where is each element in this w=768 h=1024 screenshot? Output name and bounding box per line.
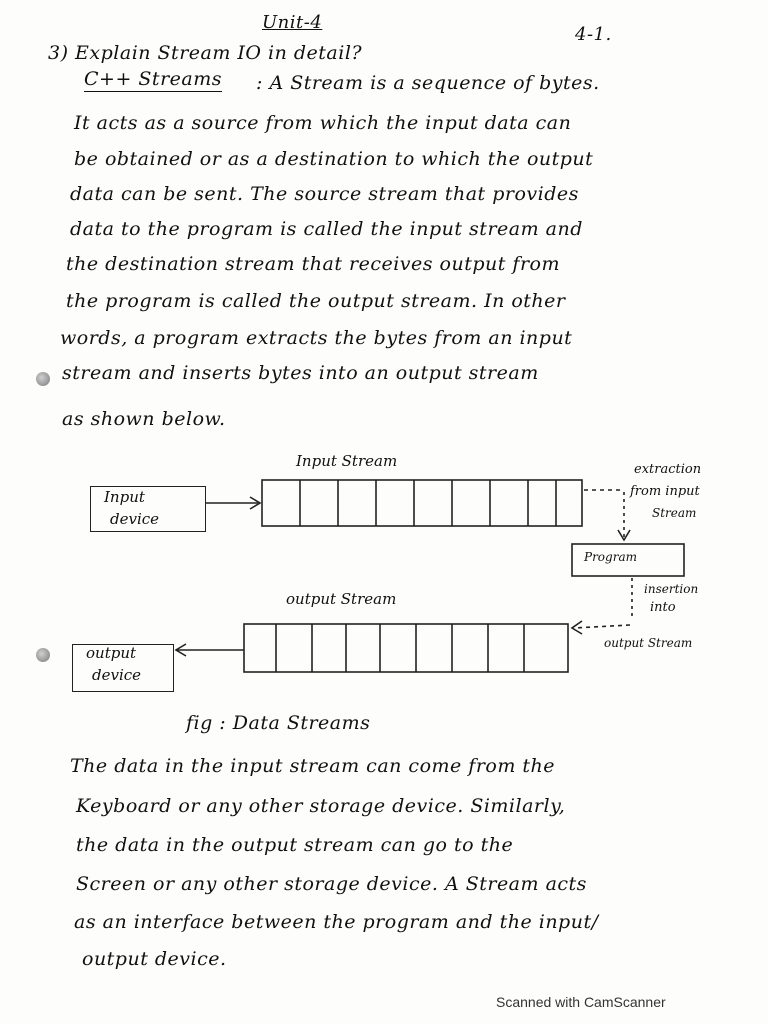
body-line: It acts as a source from which the input data can: [74, 112, 572, 134]
scanner-watermark: Scanned with CamScanner: [496, 994, 666, 1010]
input-device-label: Input: [104, 488, 145, 506]
closing-line: The data in the input stream can come from the: [70, 755, 556, 777]
body-line: words, a program extracts the bytes from an input: [60, 327, 573, 349]
insertion-label: insertion: [644, 582, 699, 596]
body-line: data can be sent. The source stream that provides: [70, 183, 579, 205]
body-line: the destination stream that receives output from: [66, 253, 560, 275]
insertion-label: into: [650, 600, 676, 615]
body-line: be obtained or as a destination to which the output: [74, 148, 594, 170]
closing-line: as an interface between the program and the input/: [74, 911, 599, 933]
body-line: : A Stream is a sequence of bytes.: [256, 72, 600, 94]
question-text: 3) Explain Stream IO in detail?: [48, 42, 363, 64]
figure-caption: fig : Data Streams: [186, 712, 371, 734]
body-line: as shown below.: [62, 408, 226, 430]
output-device-label: device: [92, 666, 142, 684]
unit-heading: Unit-4: [262, 12, 323, 33]
program-label: Program: [584, 550, 637, 564]
body-line: stream and inserts bytes into an output stream: [62, 362, 539, 384]
extraction-label: from input: [630, 484, 700, 499]
closing-line: output device.: [82, 948, 227, 970]
input-device-label: device: [110, 510, 160, 528]
page-number: 4-1.: [575, 24, 612, 45]
body-line: data to the program is called the input stream and: [70, 218, 583, 240]
input-stream-label: Input Stream: [296, 452, 398, 470]
closing-line: Screen or any other storage device. A Stream acts: [76, 873, 587, 895]
section-heading: C++ Streams: [84, 68, 222, 90]
extraction-label: extraction: [634, 462, 702, 477]
insertion-label: output Stream: [604, 636, 693, 650]
closing-line: Keyboard or any other storage device. Similarly,: [76, 795, 566, 817]
output-stream-label: output Stream: [286, 590, 397, 608]
punch-hole: [36, 648, 50, 662]
extraction-label: Stream: [652, 506, 697, 520]
body-line: the program is called the output stream. In other: [66, 290, 566, 312]
closing-line: the data in the output stream can go to the: [76, 834, 514, 856]
output-device-label: output: [86, 644, 137, 662]
punch-hole: [36, 372, 50, 386]
